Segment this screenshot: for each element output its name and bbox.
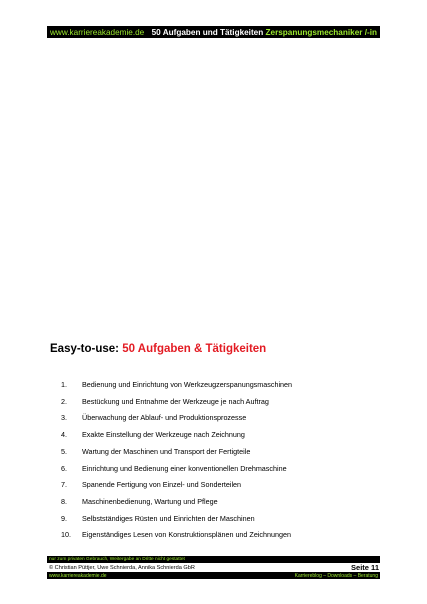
task-number: 8. (61, 496, 67, 506)
task-text: Selbstständiges Rüsten und Einrichten der Maschinen (82, 513, 255, 523)
footer-url[interactable]: www.karriereakademie.de (49, 572, 107, 579)
header-title-highlight: Zerspanungsmechaniker /-in (265, 27, 377, 37)
section-heading (50, 343, 266, 355)
header-url[interactable]: www.karriereakademie.de (50, 27, 145, 37)
task-number: 1. (61, 380, 67, 389)
page-number: Seite 11 (351, 563, 379, 572)
task-text: Maschinenbedienung, Wartung und Pflege (82, 496, 218, 506)
task-text: Spanende Fertigung von Einzel- und Sonderteilen (82, 480, 242, 490)
footer-links[interactable]: Karriereblog – Downloads – Beratung (294, 572, 378, 579)
task-number: 4. (61, 430, 67, 440)
task-number: 6. (61, 463, 67, 473)
task-number: 7. (61, 480, 67, 490)
section-heading-highlight: 50 Aufgaben & Tätigkeiten (122, 343, 267, 355)
task-number: 3. (61, 413, 67, 423)
header-title-main: 50 Aufgaben und Tätigkeiten (151, 27, 266, 37)
task-text: Exakte Einstellung der Werkzeuge nach Zeichnung (82, 430, 245, 440)
section-heading-prefix: Easy-to-use: (50, 343, 123, 355)
task-number: 9. (61, 513, 67, 523)
task-text: Eigenständiges Lesen von Konstruktionsplänen und Zeichnungen (82, 530, 291, 540)
header-bar (47, 26, 380, 38)
footer-bar (47, 572, 380, 579)
task-text: Wartung der Maschinen und Transport der Fertigteile (82, 446, 251, 456)
task-text: Bestückung und Entnahme der Werkzeuge je nach Auftrag (82, 396, 269, 406)
footer-copyright: © Christian Püttjer, Uwe Schnierda, Annika Schnierda GbR (49, 565, 195, 571)
task-text: Überwachung der Ablauf- und Produktionsprozesse (82, 413, 247, 423)
header-title (152, 28, 377, 37)
task-text: Einrichtung und Bedienung einer konventionellen Drehmaschine (82, 463, 287, 473)
task-number: 10. (61, 530, 71, 540)
task-text: Bedienung und Einrichtung von Werkzeugzerspanungsmaschinen (82, 380, 293, 389)
task-number: 2. (61, 396, 67, 406)
footer-notice: nur zum privaten Gebrauch, Weitergabe an Dritte nicht gestattet (47, 556, 380, 563)
task-number: 5. (61, 446, 67, 456)
